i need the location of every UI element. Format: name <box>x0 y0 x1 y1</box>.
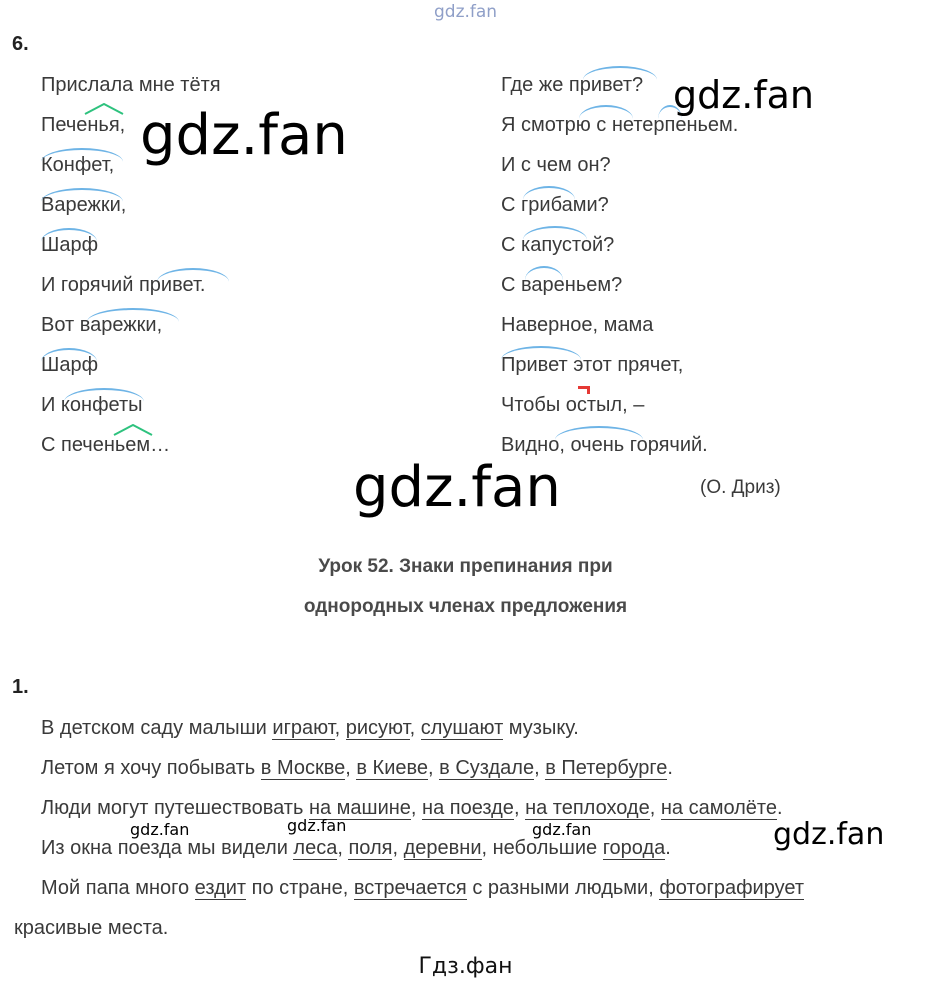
sentence-text: музыку. <box>503 717 579 739</box>
sentence-text: , <box>409 717 421 739</box>
sentence-text: , <box>392 837 404 859</box>
sentence-text: по стране, <box>246 877 354 899</box>
homogeneous-member-underline: города <box>602 837 666 859</box>
poem-right-line-2: Я смотрю с нетерпеньем. <box>501 114 739 136</box>
root-arc-mark <box>523 186 575 200</box>
sentence-text: . <box>665 837 671 859</box>
poem-left-line-4: Варежки, <box>41 194 127 216</box>
sentence-text: с разными людьми, <box>466 877 660 899</box>
homogeneous-member-underline: деревни <box>403 837 482 859</box>
sentence-text: , <box>345 757 357 779</box>
watermark-small: gdz.fan <box>287 816 347 835</box>
poem-left-line-3: Конфет, <box>41 154 115 176</box>
poem-right-line-1: Где же привет? <box>501 74 644 96</box>
root-arc-mark <box>523 226 587 240</box>
homogeneous-member-underline: слушают <box>420 717 504 739</box>
homogeneous-member-underline: в Киеве <box>356 757 429 779</box>
homogeneous-member-underline: фотографирует <box>659 877 804 899</box>
ending-caret-mark <box>113 424 153 436</box>
root-arc-mark <box>87 308 179 322</box>
lesson-title-line-2: однородных членах предложения <box>303 596 628 617</box>
exercise-1-number: 1. <box>12 676 29 698</box>
root-arc-mark <box>555 426 643 440</box>
root-arc-mark <box>501 346 581 360</box>
watermark-large: gdz.fan <box>353 455 561 520</box>
root-arc-mark <box>525 266 563 280</box>
homogeneous-member-underline: в Москве <box>260 757 346 779</box>
exercise-1-sentence-4 <box>41 836 671 860</box>
root-arc-mark <box>41 228 97 242</box>
homogeneous-member-underline: леса <box>293 837 338 859</box>
watermark-large: gdz.fan <box>140 103 348 168</box>
poem-left-line-7: Вот варежки, <box>41 314 163 336</box>
root-arc-mark <box>157 268 229 282</box>
poem-right-line-8: Привет этот прячет, <box>501 354 684 376</box>
sentence-text: В детском саду малыши <box>41 717 273 739</box>
root-arc-mark <box>579 105 633 119</box>
homogeneous-member-underline: ездит <box>194 877 247 899</box>
poem-right-line-5: С капустой? <box>501 234 615 256</box>
sentence-text: , <box>513 797 526 819</box>
footer-watermark: Гдз.фан <box>418 954 513 979</box>
homogeneous-member-underline: на поезде <box>422 797 514 819</box>
homogeneous-member-underline: в Суздале <box>439 757 535 779</box>
watermark-large: gdz.fan <box>673 73 815 117</box>
watermark-small: gdz.fan <box>130 820 190 839</box>
sentence-text: , <box>337 837 349 859</box>
watermark-top: gdz.fan <box>434 2 498 22</box>
lesson-title-line-1: Урок 52. Знаки препинания при <box>318 556 613 577</box>
poem-right-line-6: С вареньем? <box>501 274 623 296</box>
sentence-text: Из окна поезда мы видели <box>41 837 294 859</box>
homogeneous-member-underline: встречается <box>353 877 467 899</box>
root-arc-mark <box>41 348 97 362</box>
root-arc-mark <box>41 188 123 202</box>
sentence-text: , <box>334 717 346 739</box>
exercise-1-sentence-1 <box>41 716 579 740</box>
poem-left-line-2: Печенья, <box>41 114 126 136</box>
sentence-text: . <box>777 797 783 819</box>
poem-right-line-3: И с чем он? <box>501 154 611 176</box>
homogeneous-member-underline: на машине <box>308 797 411 819</box>
poem-left-line-6: И горячий привет. <box>41 274 206 296</box>
sentence-text: , <box>534 757 546 779</box>
poem-left-line-5: Шарф <box>41 234 99 256</box>
poem-right-line-4: С грибами? <box>501 194 609 216</box>
poem-right-line-10: Видно, очень горячий. <box>501 434 708 456</box>
poem-left-line-1: Прислала мне тётя <box>41 74 221 96</box>
poem-author: (О. Дриз) <box>700 477 781 498</box>
homogeneous-member-underline: на самолёте <box>660 797 777 819</box>
sentence-text: . <box>667 757 673 779</box>
sentence-text: Летом я хочу побывать <box>41 757 261 779</box>
exercise-1-sentence-3 <box>41 796 783 820</box>
poem-left-line-9: И конфеты <box>41 394 143 416</box>
homogeneous-member-underline: играют <box>272 717 335 739</box>
sentence-text: , <box>649 797 661 819</box>
homogeneous-member-underline: рисуют <box>345 717 410 739</box>
sentence-text: , <box>428 757 440 779</box>
ending-caret-mark <box>84 103 124 115</box>
poem-left-line-8: Шарф <box>41 354 99 376</box>
poem-right-line-7: Наверное, мама <box>501 314 654 336</box>
homogeneous-member-underline: в Петербурге <box>545 757 668 779</box>
homogeneous-member-underline: на теплоходе <box>525 797 650 819</box>
sentence-text: Люди могут путешествовать <box>41 797 309 819</box>
exercise-1-sentence-5 <box>41 876 804 900</box>
sentence-text: , <box>410 797 423 819</box>
watermark-small: gdz.fan <box>532 820 592 839</box>
homogeneous-member-underline: поля <box>348 837 393 859</box>
exercise-1-sentence-5-continued <box>14 916 168 940</box>
prefix-corner-mark <box>578 386 590 394</box>
exercise-6-number: 6. <box>12 33 29 55</box>
sentence-text: Мой папа много <box>41 877 195 899</box>
exercise-1-sentence-2 <box>41 756 673 780</box>
poem-right-line-9: Чтобы остыл, – <box>501 394 645 416</box>
sentence-text: красивые места. <box>14 917 169 939</box>
watermark-large: gdz.fan <box>773 817 885 852</box>
poem-left-line-10: С печеньем… <box>41 434 171 456</box>
root-arc-mark <box>583 66 657 80</box>
root-arc-mark <box>41 148 123 162</box>
sentence-text: , небольшие <box>481 837 603 859</box>
root-arc-mark <box>64 388 144 402</box>
